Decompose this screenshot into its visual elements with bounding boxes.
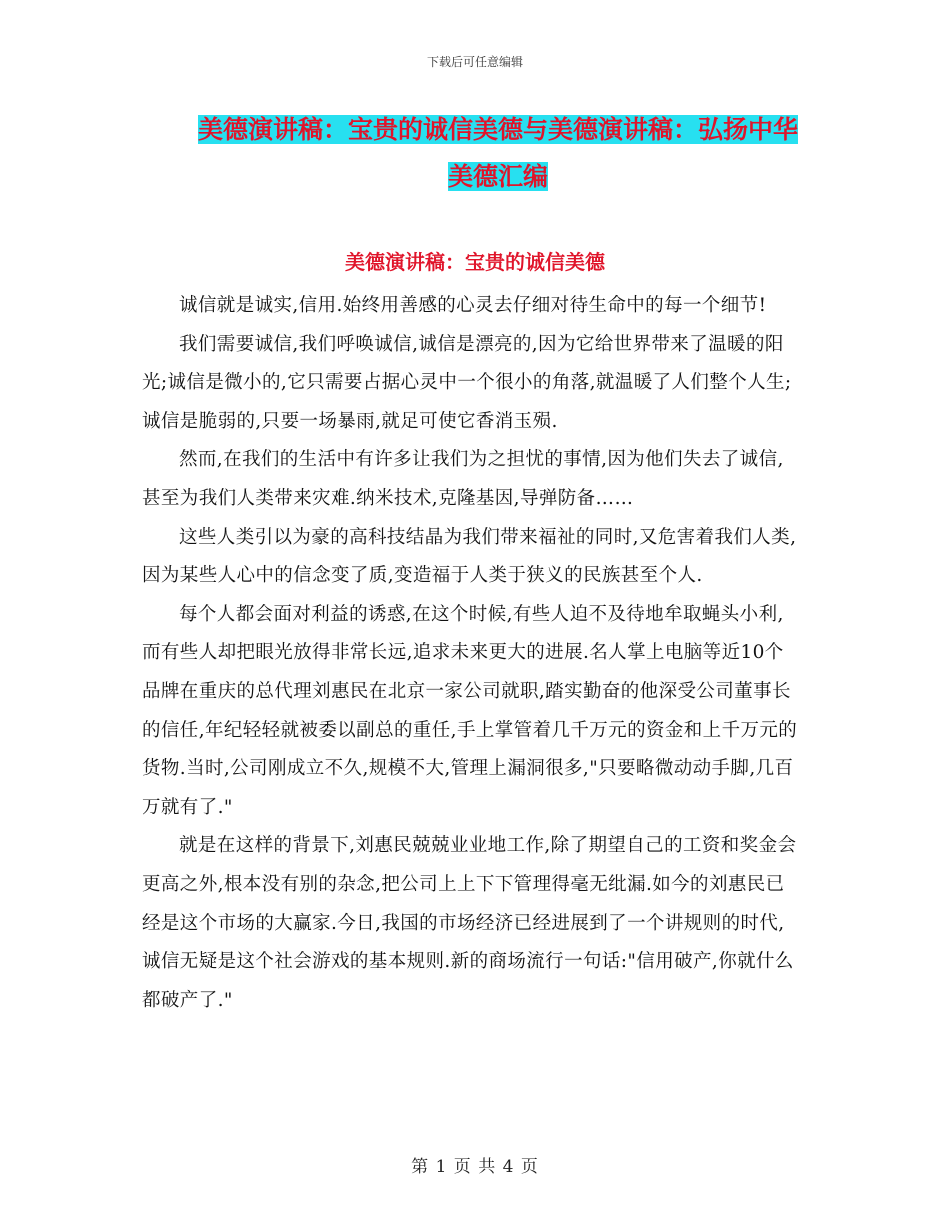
page-header-note: 下载后可任意编辑 <box>426 55 523 69</box>
page-footer-number: 第 1 页 共 4 页 <box>411 1157 539 1177</box>
paragraph-3: 然而,在我们的生活中有许多让我们为之担忧的事情,因为他们失去了诚信,甚至为我们人类带来灾难.纳米技术,克隆基因,导弹防备…… <box>142 449 784 509</box>
paragraph-4: 这些人类引以为豪的高科技结晶为我们带来福祉的同时,又危害着我们人类,因为某些人心中的信念变了质,变造福于人类于狭义的民族甚至个人. <box>142 526 797 587</box>
paragraph-6: 就是在这样的背景下,刘惠民兢兢业业地工作,除了期望自己的工资和奖金会更高之外,根本没有别的杂念,把公司上上下下管理得毫无纰漏.如今的刘惠民已经是这个市场的大赢家.今日,我国的市场经济已经进展到了一个讲规则的时代,诚信无疑是这个社会游戏的基本规则.新的商场流行一句话:"信用破产,你就什么都破产了." <box>142 835 797 1011</box>
section-title: 美德演讲稿：宝贵的诚信美德 <box>345 250 605 274</box>
paragraph-1: 诚信就是诚实,信用.始终用善感的心灵去仔细对待生命中的每一个细节! <box>179 295 767 316</box>
document-title <box>190 106 806 200</box>
body-text <box>142 287 802 1020</box>
document-title-text: 美德演讲稿：宝贵的诚信美德与美德演讲稿：弘扬中华美德汇编 <box>197 115 798 191</box>
paragraph-2: 我们需要诚信,我们呼唤诚信,诚信是漂亮的,因为它给世界带来了温暖的阳光;诚信是微小的,它只需要占据心灵中一个很小的角落,就温暖了人们整个人生;诚信是脆弱的,只要一场暴雨,就足可使它香消玉殒. <box>142 333 792 432</box>
paragraph-5: 每个人都会面对利益的诱惑,在这个时候,有些人迫不及待地牟取蝇头小利,而有些人却把眼光放得非常长远,追求未来更大的进展.名人掌上电脑等近10个品牌在重庆的总代理刘惠民在北京一家公司就职,踏实勤奋的他深受公司董事长的信任,年纪轻轻就被委以副总的重任,手上掌管着几千万元的资金和上千万元的货物.当时,公司刚成立不久,规模不大,管理上漏洞很多,"只要略微动动手脚,几百万就有了." <box>142 603 798 818</box>
